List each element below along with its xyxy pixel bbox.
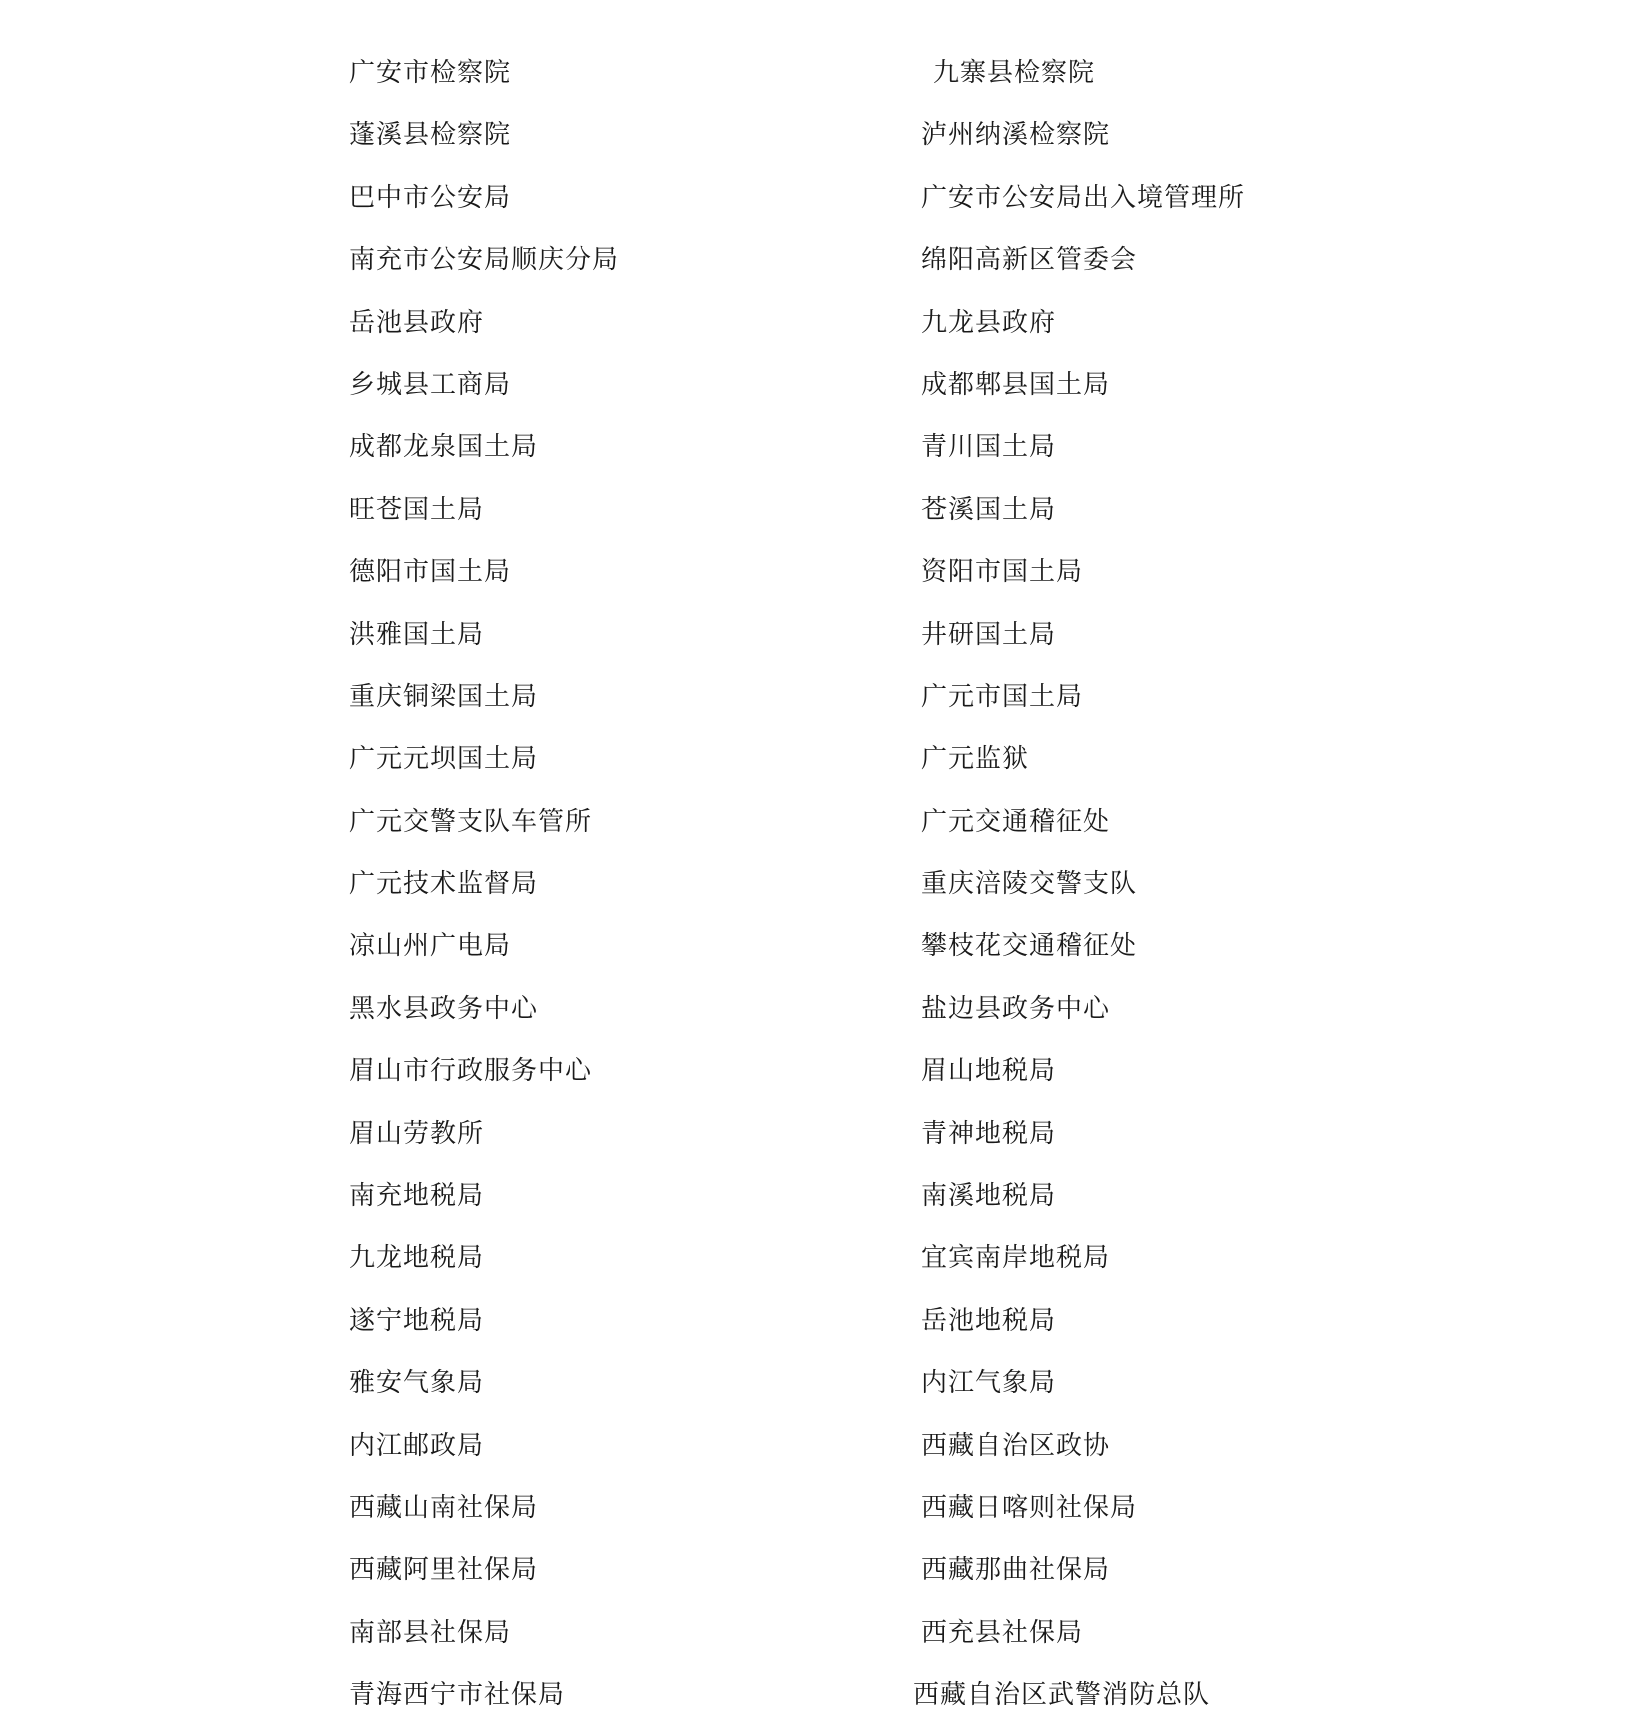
list-item: 眉山劳教所	[349, 1118, 485, 1149]
list-item: 广元交警支队车管所	[349, 806, 593, 837]
list-item: 旺苍国土局	[349, 494, 485, 525]
list-item: 洪雅国土局	[349, 619, 485, 650]
list-item: 南充市公安局顺庆分局	[349, 245, 620, 276]
list-item: 内江邮政局	[349, 1430, 485, 1461]
list-item: 乡城县工商局	[349, 369, 512, 400]
list-item: 井研国土局	[921, 619, 1057, 650]
list-item: 宜宾南岸地税局	[921, 1243, 1111, 1274]
list-item: 青神地税局	[921, 1118, 1057, 1149]
list-item: 重庆涪陵交警支队	[921, 869, 1138, 900]
list-item: 南部县社保局	[349, 1617, 512, 1648]
list-item: 巴中市公安局	[349, 182, 512, 213]
list-item: 遂宁地税局	[349, 1305, 485, 1336]
list-item: 广安市检察院	[349, 58, 512, 88]
list-item: 苍溪国土局	[921, 494, 1057, 525]
list-item: 资阳市国土局	[921, 557, 1084, 588]
list-item: 内江气象局	[921, 1368, 1057, 1399]
list-item: 盐边县政务中心	[921, 993, 1111, 1024]
list-item: 西充县社保局	[921, 1617, 1084, 1648]
list-item: 西藏阿里社保局	[349, 1555, 539, 1586]
list-item: 绵阳高新区管委会	[921, 245, 1138, 276]
list-item: 南充地税局	[349, 1181, 485, 1212]
list-item: 西藏日喀则社保局	[921, 1492, 1138, 1523]
list-item: 岳池地税局	[921, 1305, 1057, 1336]
list-item: 泸州纳溪检察院	[921, 120, 1111, 151]
list-item: 广元市国土局	[921, 681, 1084, 712]
list-item: 眉山地税局	[921, 1056, 1057, 1087]
list-item: 攀枝花交通稽征处	[921, 931, 1138, 962]
list-item: 成都龙泉国土局	[349, 432, 539, 463]
list-item: 西藏山南社保局	[349, 1492, 539, 1523]
list-item: 雅安气象局	[349, 1368, 485, 1399]
list-item: 南溪地税局	[921, 1181, 1057, 1212]
list-item: 广元监狱	[921, 744, 1030, 775]
list-item: 西藏那曲社保局	[921, 1555, 1111, 1586]
left-column	[349, 46, 829, 1731]
list-item: 广元交通稽征处	[921, 806, 1111, 837]
list-item: 重庆铜梁国土局	[349, 681, 539, 712]
list-item: 广安市公安局出入境管理所	[921, 182, 1246, 213]
list-item: 成都郫县国土局	[921, 369, 1111, 400]
list-item: 蓬溪县检察院	[349, 120, 512, 151]
list-item: 眉山市行政服务中心	[349, 1056, 593, 1087]
list-item: 岳池县政府	[349, 307, 485, 338]
list-item: 九寨县检察院	[933, 58, 1096, 88]
list-item: 西藏自治区武警消防总队	[913, 1680, 1211, 1711]
list-item: 青海西宁市社保局	[349, 1680, 566, 1711]
list-item: 广元元坝国土局	[349, 744, 539, 775]
list-item: 凉山州广电局	[349, 931, 512, 962]
right-column	[913, 46, 1481, 1731]
list-item: 九龙县政府	[921, 307, 1057, 338]
list-item: 德阳市国土局	[349, 557, 512, 588]
list-item: 九龙地税局	[349, 1243, 485, 1274]
list-item: 西藏自治区政协	[921, 1430, 1111, 1461]
list-item: 黑水县政务中心	[349, 993, 539, 1024]
list-item: 青川国土局	[921, 432, 1057, 463]
list-item: 广元技术监督局	[349, 869, 539, 900]
